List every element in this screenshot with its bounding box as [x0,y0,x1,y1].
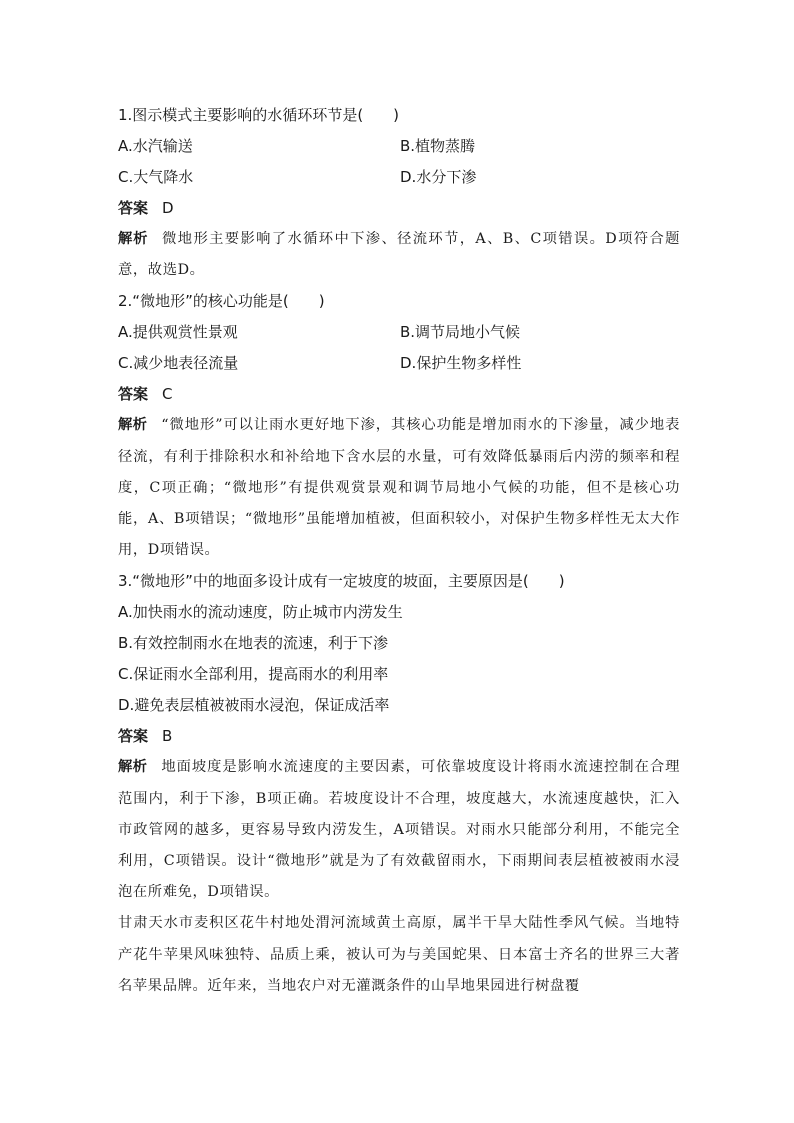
question-2-options-row-2 [118,348,680,379]
question-3-option-d: D.避免表层植被被雨水浸泡，保证成活率 [118,696,390,715]
answer-value: B [162,727,173,746]
question-3-stem: 3.“微地形”中的地面多设计成有一定坡度的坡面，主要原因是( ) [118,572,565,591]
question-1-stem: 1.图示模式主要影响的水循环环节是( ) [118,106,400,124]
answer-label: 答案 [118,727,149,746]
question-1-analysis [118,224,680,286]
question-1-option-a: A.水汽输送 [118,137,193,155]
question-1-options-row-1 [118,131,680,162]
question-3-answer [118,721,680,752]
question-2-analysis [118,410,680,566]
question-2-stem: 2.“微地形”的核心功能是( ) [118,292,325,311]
answer-value: C [162,385,173,404]
question-2-option-d: D.保护生物多样性 [400,354,522,373]
answer-label: 答案 [118,385,149,404]
question-3-option-c: C.保证雨水全部利用，提高雨水的利用率 [118,665,389,684]
question-3-option-a: A.加快雨水的流动速度，防止城市内涝发生 [118,603,403,622]
question-3-option-b: B.有效控制雨水在地表的流速，利于下渗 [118,634,389,653]
question-1-option-c: C.大气降水 [118,168,194,186]
question-2-option-b: B.调节局地小气候 [400,323,521,342]
analysis-text: 微地形主要影响了水循环中下渗、径流环节，A、B、C项错误。D项符合题意，故选D。 [118,231,681,279]
analysis-text: “微地形”可以让雨水更好地下渗，其核心功能是增加雨水的下渗量，减少地表径流，有利于排除积水和补给地下含水层的水量，可有效降低暴雨后内涝的频率和程度，C项正确；“微地形”有提供观赏景观和调节局地小气候的功能，但不是核心功能，A、B项错误；“微地形”虽能增加植被，但面积较小，对保护生物多样性无太大作用，D项错误。 [118,417,680,559]
question-2-option-a: A.提供观赏性景观 [118,323,238,342]
question-2-option-c: C.减少地表径流量 [118,354,239,373]
document-page [118,100,680,1002]
analysis-label: 解析 [118,231,149,247]
answer-value: D [162,199,174,217]
question-2-answer [118,379,680,410]
question-1-answer [118,193,680,224]
analysis-text: 地面坡度是影响水流速度的主要因素，可依靠坡度设计将雨水流速控制在合理范围内，利于下渗，B项正确。若坡度设计不合理，坡度越大，水流速度越快，汇入市政管网的越多，更容易导致内涝发生，A项错误。对雨水只能部分利用，不能完全利用，C项错误。设计“微地形”就是为了有效截留雨水，下雨期间表层植被被雨水浸泡在所难免，D项错误。 [118,759,681,901]
question-1-options-row-2 [118,162,680,193]
reading-passage: 甘肃天水市麦积区花牛村地处渭河流域黄土高原，属半干旱大陆性季风气候。当地特产花牛苹果风味独特、品质上乘，被认可为与美国蛇果、日本富士齐名的世界三大著名苹果品牌。近年来，当地农户对无灌溉条件的山旱地果园进行树盘覆 [118,915,680,994]
analysis-label: 解析 [118,417,148,434]
question-2-options-row-1 [118,317,680,348]
question-1-option-b: B.植物蒸腾 [400,137,476,155]
question-1-option-d: D.水分下渗 [400,168,477,186]
answer-label: 答案 [118,199,149,217]
analysis-label: 解析 [118,759,148,776]
question-3-analysis [118,752,680,908]
